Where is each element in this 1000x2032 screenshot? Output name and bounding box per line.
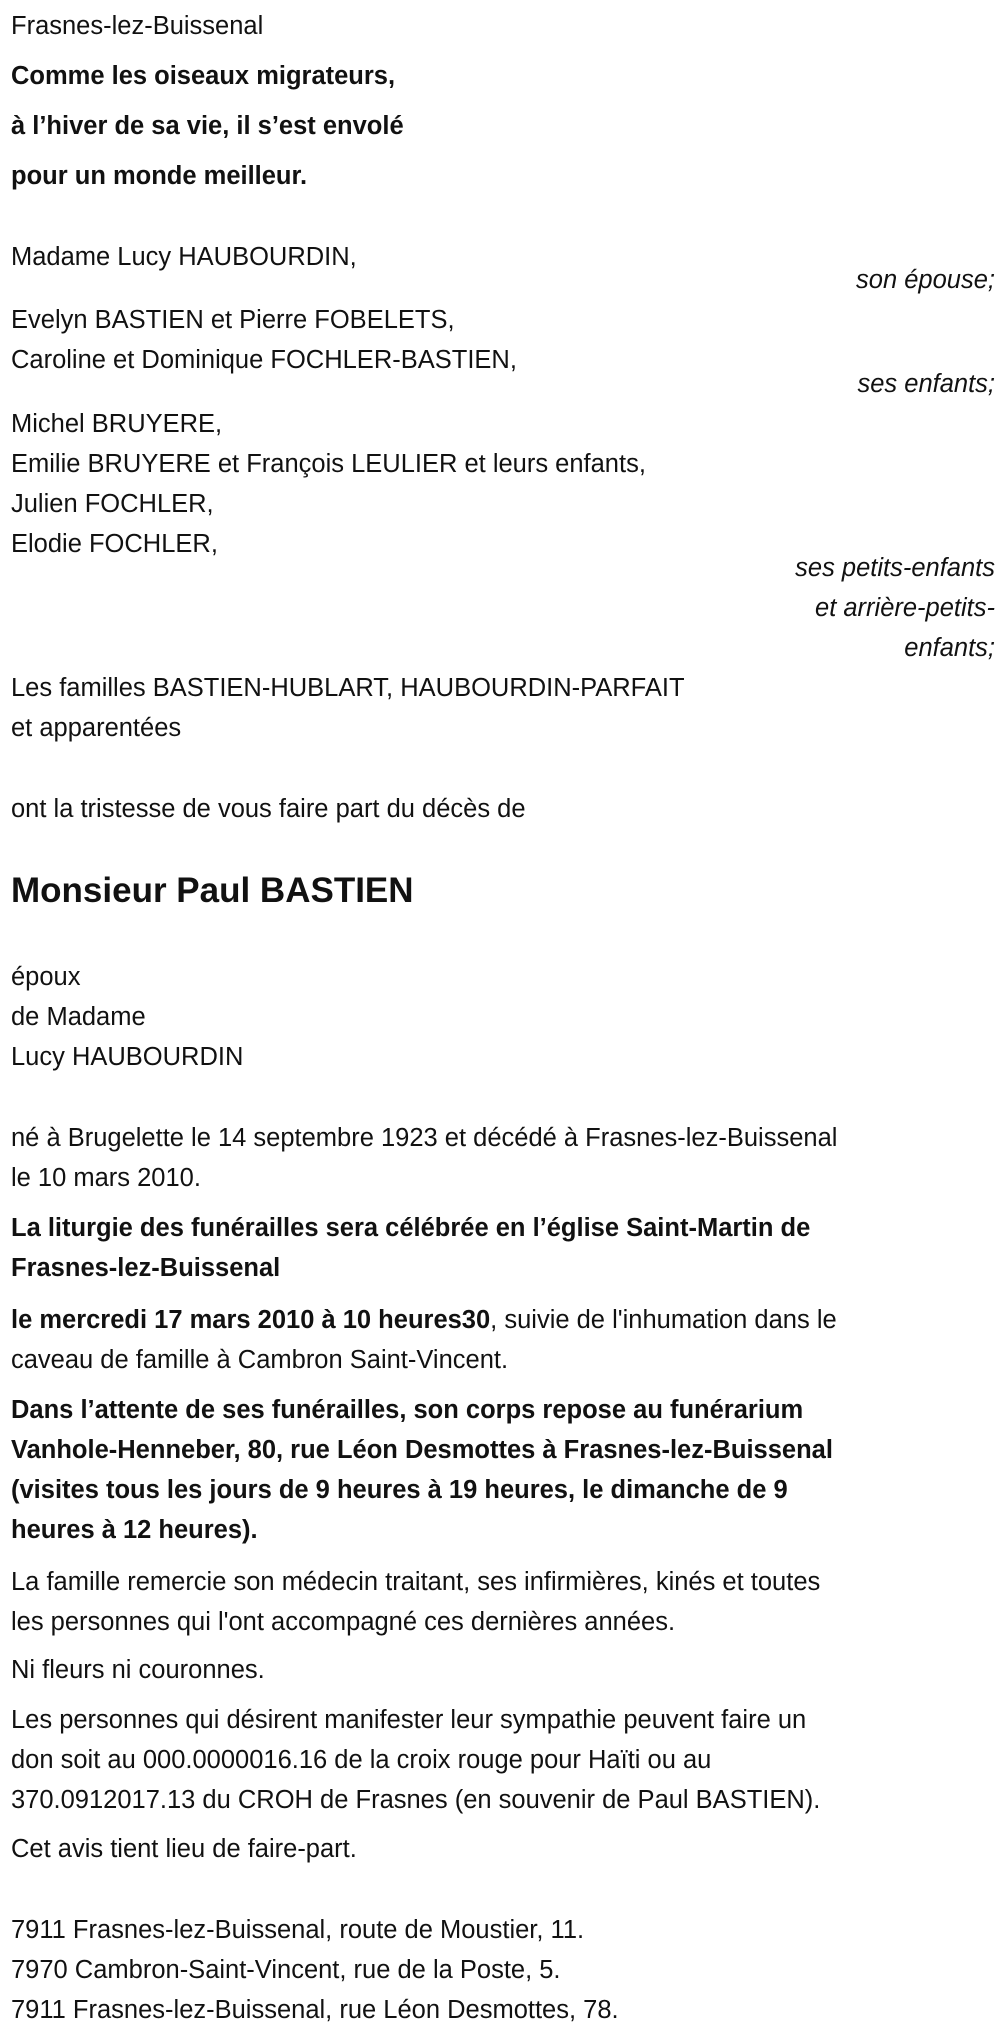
relation-label: ses petits-enfants [795, 554, 995, 582]
spouse-info [11, 957, 995, 1077]
family-member: Caroline et Dominique FOCHLER-BASTIEN, [11, 346, 517, 374]
text-line: de Madame [11, 1003, 146, 1031]
text-line: don soit au 000.0000016.16 de la croix rouge pour Haïti ou au [11, 1746, 712, 1774]
flowers-note: Ni fleurs ni couronnes. [11, 1656, 265, 1684]
text-line: 370.0912017.13 du CROH de Frasnes (en souvenir de Paul BASTIEN). [11, 1786, 821, 1814]
address: 7970 Cambron-Saint-Vincent, rue de la Poste, 5. [11, 1956, 561, 1984]
liturgy [11, 1208, 995, 1288]
address: 7911 Frasnes-lez-Buissenal, route de Moustier, 11. [11, 1916, 585, 1944]
donations [11, 1700, 995, 1820]
relation-label: et arrière-petits- [815, 594, 995, 622]
address: 7911 Frasnes-lez-Buissenal, rue Léon Desmottes, 78. [11, 1996, 619, 2024]
text-line: Lucy HAUBOURDIN [11, 1043, 244, 1071]
epigraph [11, 56, 995, 196]
text-line: les personnes qui l'ont accompagné ces dernières années. [11, 1608, 676, 1636]
text-line: le 10 mars 2010. [11, 1164, 201, 1192]
text-line: (visites tous les jours de 9 heures à 19 heures, le dimanche de 9 [11, 1476, 788, 1504]
text-line: La liturgie des funérailles sera célébrée en l’église Saint-Martin de [11, 1214, 811, 1242]
burial-text: , suivie de l'inhumation dans le [490, 1306, 837, 1334]
family-member: Evelyn BASTIEN et Pierre FOBELETS, [11, 306, 455, 334]
family-member: Elodie FOCHLER, [11, 530, 218, 558]
relation-label: enfants; [904, 634, 995, 662]
text-line: époux [11, 963, 81, 991]
text-line: La famille remercie son médecin traitant, ses infirmières, kinés et toutes [11, 1568, 821, 1596]
family-spouse [11, 237, 995, 300]
text-line: heures à 12 heures). [11, 1516, 258, 1544]
relation-label: ses enfants; [857, 370, 995, 398]
announcement: ont la tristesse de vous faire part du décès de [11, 795, 526, 823]
text-line [11, 1300, 995, 1340]
epigraph-line: Comme les oiseaux migrateurs, [11, 62, 396, 90]
notice: Cet avis tient lieu de faire-part. [11, 1835, 357, 1863]
text-line: Les personnes qui désirent manifester leur sympathie peuvent faire un [11, 1706, 807, 1734]
other-families [11, 668, 995, 748]
family-grandchildren [11, 404, 995, 668]
service-date: le mercredi 17 mars 2010 à 10 heures30 [11, 1306, 491, 1334]
visitation [11, 1390, 995, 1550]
epigraph-line: pour un monde meilleur. [11, 162, 308, 190]
relation-label: son épouse; [856, 266, 995, 294]
family-member: Julien FOCHLER, [11, 490, 214, 518]
birth-death [11, 1118, 995, 1198]
deceased-name: Monsieur Paul BASTIEN [11, 871, 414, 910]
location: Frasnes-lez-Buissenal [11, 12, 264, 40]
family-member: Michel BRUYERE, [11, 410, 223, 438]
thanks [11, 1562, 995, 1642]
text-line: et apparentées [11, 714, 182, 742]
family-member: Emilie BRUYERE et François LEULIER et leurs enfants, [11, 450, 646, 478]
epigraph-line: à l’hiver de sa vie, il s’est envolé [11, 112, 404, 140]
burial [11, 1300, 995, 1380]
family-member: Madame Lucy HAUBOURDIN, [11, 243, 357, 271]
text-line: Vanhole-Henneber, 80, rue Léon Desmottes à Frasnes-lez-Buissenal [11, 1436, 833, 1464]
text-line: Les familles BASTIEN-HUBLART, HAUBOURDIN-PARFAIT [11, 674, 685, 702]
addresses [11, 1910, 995, 2030]
text-line: caveau de famille à Cambron Saint-Vincent. [11, 1346, 509, 1374]
family-children [11, 300, 995, 404]
text-line: Dans l’attente de ses funérailles, son corps repose au funérarium [11, 1396, 804, 1424]
text-line: Frasnes-lez-Buissenal [11, 1254, 281, 1282]
text-line: né à Brugelette le 14 septembre 1923 et décédé à Frasnes-lez-Buissenal [11, 1124, 838, 1152]
